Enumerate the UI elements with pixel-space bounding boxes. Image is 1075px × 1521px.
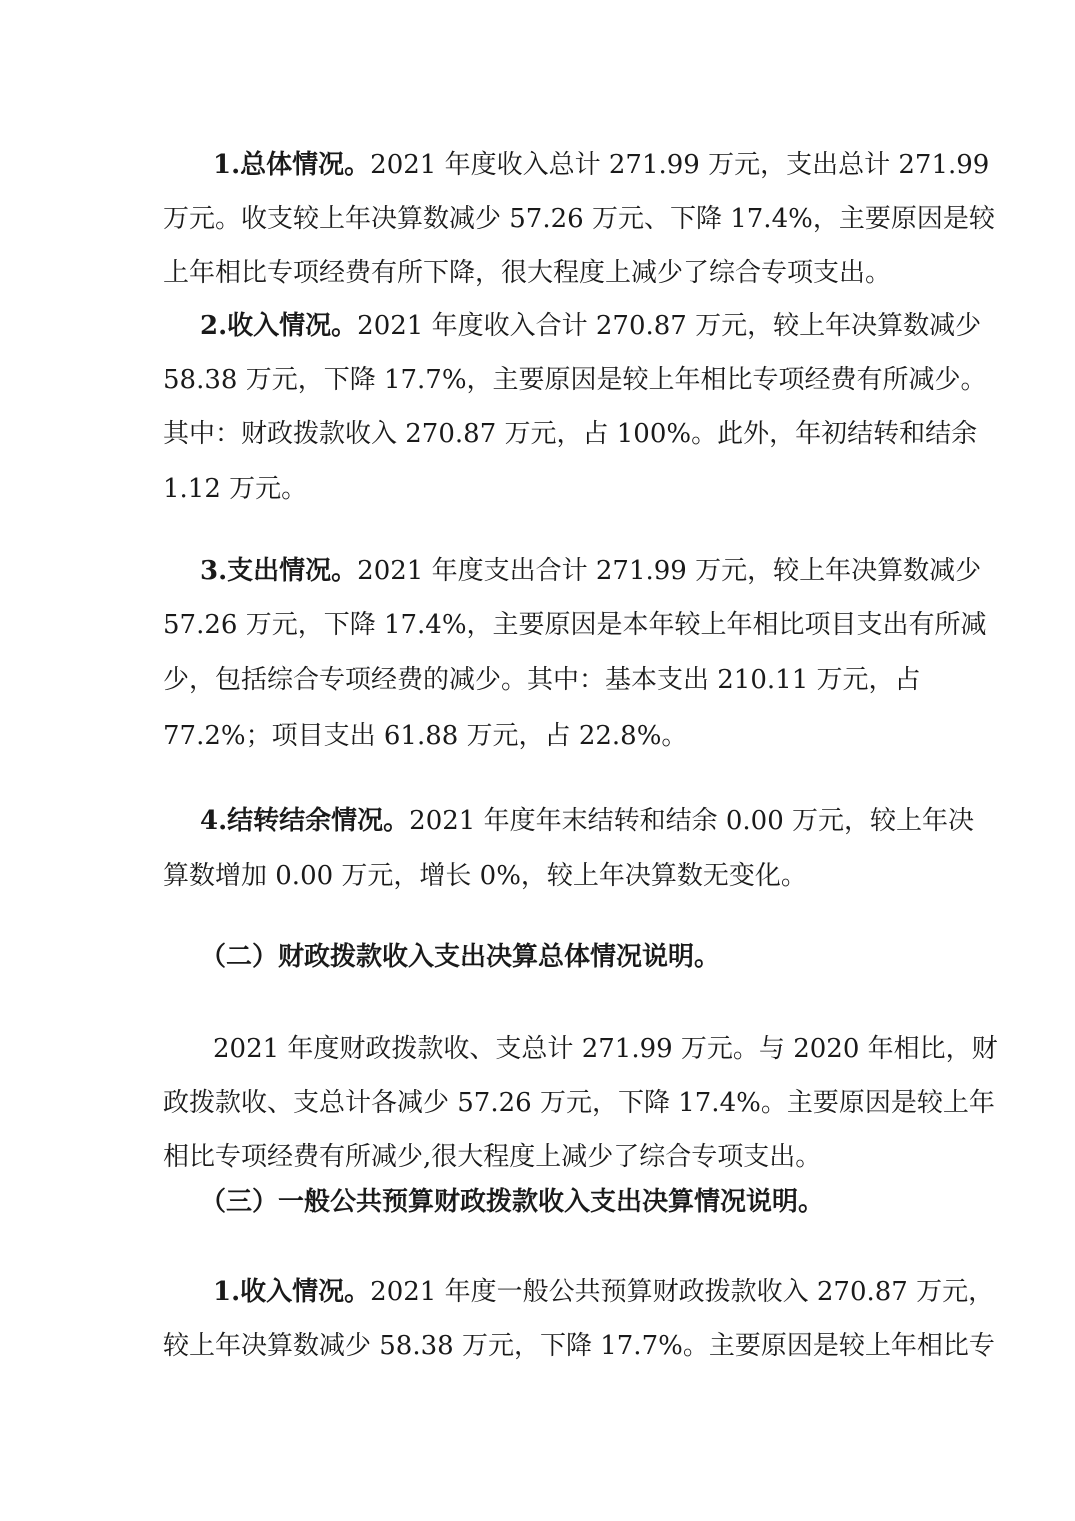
section-balance-text-1: 2021 年度年末结转和结余 0.00 万元，较上年决: [409, 806, 975, 836]
section-expense-text-1: 2021 年度支出合计 271.99 万元，较上年决算数减少: [357, 556, 982, 586]
section-income-heading: 2.收入情况。: [200, 311, 358, 341]
general-budget-income-line-2: 较上年决算数减少 58.38 万元，下降 17.7%。主要原因是较上年相比专: [163, 1331, 995, 1361]
section-overall-line-3: 上年相比专项经费有所下降，很大程度上减少了综合专项支出。: [163, 258, 892, 288]
section-overall-line-2: 万元。收支较上年决算数减少 57.26 万元、下降 17.4%，主要原因是较: [163, 204, 995, 234]
heading-general-budget: （三）一般公共预算财政拨款收入支出决算情况说明。: [200, 1187, 825, 1217]
section-income-text-1: 2021 年度收入合计 270.87 万元，较上年决算数减少: [357, 311, 982, 341]
fiscal-overview-line-3: 相比专项经费有所减少,很大程度上减少了综合专项支出。: [163, 1142, 822, 1172]
section-overall-text-1: 2021 年度收入总计 271.99 万元，支出总计 271.99: [370, 150, 990, 180]
section-expense-line-2: 57.26 万元，下降 17.4%，主要原因是本年较上年相比项目支出有所减: [163, 610, 987, 640]
fiscal-overview-line-2: 政拨款收、支总计各减少 57.26 万元，下降 17.4%。主要原因是较上年: [163, 1088, 995, 1118]
general-budget-income-text-1: 2021 年度一般公共预算财政拨款收入 270.87 万元，: [370, 1277, 995, 1307]
section-income-line-3: 其中：财政拨款收入 270.87 万元，占 100%。此外，年初结转和结余: [163, 419, 978, 449]
section-balance-line-2: 算数增加 0.00 万元，增长 0%，较上年决算数无变化。: [163, 861, 807, 891]
section-expense-heading: 3.支出情况。: [200, 556, 358, 586]
general-budget-income-heading: 1.收入情况。: [213, 1277, 371, 1307]
section-expense-line-4: 77.2%；项目支出 61.88 万元，占 22.8%。: [163, 721, 688, 751]
section-income-line-2: 58.38 万元，下降 17.7%，主要原因是较上年相比专项经费有所减少。: [163, 365, 987, 395]
fiscal-overview-line-1: 2021 年度财政拨款收、支总计 271.99 万元。与 2020 年相比，财: [213, 1034, 998, 1064]
general-budget-income-line-1: [213, 1277, 994, 1307]
section-overall-line-1: [213, 150, 989, 180]
section-expense-line-3: 少，包括综合专项经费的减少。其中：基本支出 210.11 万元，占: [163, 665, 921, 695]
section-income-line-1: [200, 311, 981, 341]
section-balance-heading: 4.结转结余情况。: [200, 806, 410, 836]
heading-fiscal-overview: （二）财政拨款收入支出决算总体情况说明。: [200, 942, 721, 972]
section-income-line-4: 1.12 万元。: [163, 474, 308, 504]
section-expense-line-1: [200, 556, 981, 586]
section-balance-line-1: [200, 806, 974, 836]
section-overall-heading: 1.总体情况。: [213, 150, 371, 180]
